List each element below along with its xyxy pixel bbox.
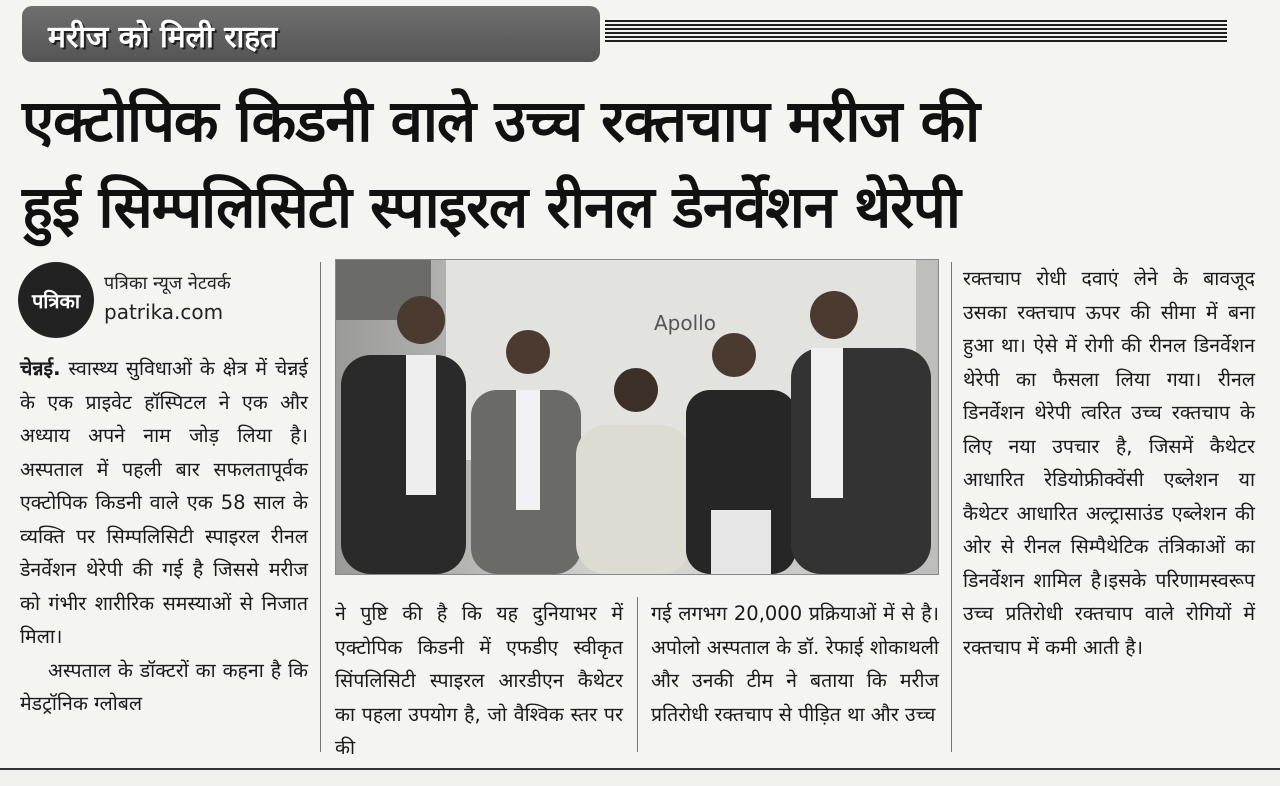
column-3-text: गई लगभग 20,000 प्रक्रियाओं में से है। अपोलो अस्पताल के डॉ. रेफाई शोकाथली और उनकी टीम ने बताया कि मरीज प्रतिरोधी रक्तचाप से पीड़ित था और उच्च — [651, 602, 939, 726]
patrika-logo — [18, 262, 94, 338]
event-photo — [335, 259, 939, 575]
article-column-2 — [335, 597, 623, 765]
article-column-4 — [963, 262, 1255, 664]
byline-agency: पत्रिका न्यूज नेटवर्क — [104, 273, 231, 294]
column-4-text: रक्तचाप रोधी दवाएं लेने के बावजूद उसका रक्तचाप ऊपर की सीमा में बना हुआ था। ऐसे में रोगी की रीनल डिनर्वेशन थेरेपी का फैसला लिया गया। रीनल डिनर्वेशन थेरेपी त्वरित उच्च रक्तचाप के लिए नया उपचार है, जिसमें कैथेटर आधारित रेडियोफ्रीक्वेंसी एब्लेशन या कैथेटर आधारित अल्ट्रासाउंड एब्लेशन की ओर से रीनल सिम्पैथेटिक तंत्रिकाओं का डिनर्वेशन शामिल है।इसके परिणामस्वरूप उच्च प्रतिरोधी रक्तचाप वाले रोगियों में रक्तचाप में कमी आती है। — [963, 267, 1255, 659]
kicker-text: मरीज को मिली राहत — [48, 20, 278, 55]
headline-line-1: एक्टोपिक किडनी वाले उच्च रक्तचाप मरीज की — [22, 87, 980, 155]
column-1-para-1: स्वास्थ्य सुविधाओं के क्षेत्र में चेन्नई के एक प्राइवेट हॉस्पिटल ने एक और अध्याय अपने नाम जोड़ लिया है। अस्पताल में पहली बार सफलतापूर्वक एक्टोपिक किडनी वाले एक 58 साल के व्यक्ति पर सिम्पलिसिटी स्पाइरल रीनल डेनर्वेशन थेरेपी की गई है जिससे मरीज को गंभीर शारीरिक समस्याओं से निजात मिला। — [20, 357, 308, 648]
article-headline — [22, 78, 1262, 250]
column-divider — [637, 597, 638, 752]
section-kicker — [22, 6, 600, 62]
column-2-text: ने पुष्टि की है कि यह दुनियाभर में एक्टोपिक किडनी में एफडीए स्वीकृत सिंपलिसिटी स्पाइरल आरडीएन कैथेटर का पहला उपयोग है, जो वैश्विक स्तर पर की — [335, 602, 623, 759]
logo-text: पत्रिका — [31, 288, 81, 313]
page-bottom-strip — [0, 770, 1280, 786]
column-1-para-2: अस्पताल के डॉक्टरों का कहना है कि मेडट्रॉनिक ग्लोबल — [20, 658, 308, 715]
dateline: चेन्नई. — [20, 357, 61, 380]
photo-banner-text: Apollo — [654, 311, 716, 335]
column-divider — [951, 262, 952, 752]
byline-website: patrika.com — [104, 300, 224, 324]
column-divider — [320, 262, 321, 752]
article-column-3 — [651, 597, 939, 731]
byline — [104, 270, 231, 326]
headline-line-2: हुई सिम्पलिसिटी स्पाइरल रीनल डेनर्वेशन थेरेपी — [22, 173, 960, 241]
article-column-1 — [20, 352, 308, 721]
header-hatch-decoration — [605, 20, 1227, 42]
